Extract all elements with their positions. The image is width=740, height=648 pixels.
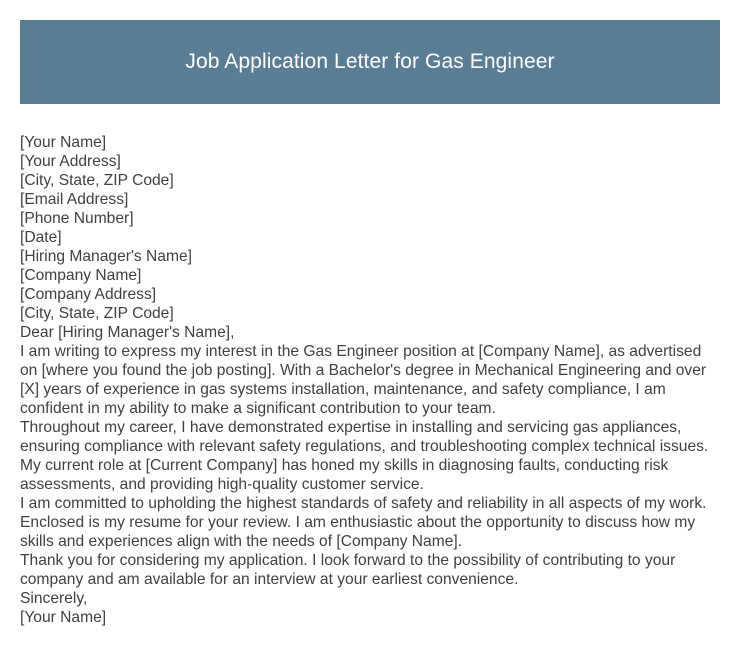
sender-address: [Your Address]: [20, 153, 121, 170]
sender-name: [Your Name]: [20, 134, 107, 151]
recipient-company-address: [Company Address]: [20, 286, 157, 303]
salutation: Dear [Hiring Manager's Name],: [20, 324, 235, 341]
title-banner: [20, 20, 720, 104]
paragraph-closing: Thank you for considering my application. I look forward to the possibility of contributing to your company and am available for an interview at your earliest convenience.: [20, 552, 676, 588]
paragraph-intro: I am writing to express my interest in the Gas Engineer position at [Company Name], as advertised on [where you found the job posting]. With a Bachelor's degree in Mechanical Engineering and over [X] years of experience in gas systems installation, maintenance, and safety compliance, I am confident in my ability to make a significant contribution to your team.: [20, 343, 707, 417]
recipient-city-state-zip: [City, State, ZIP Code]: [20, 305, 174, 322]
sender-city-state-zip: [City, State, ZIP Code]: [20, 172, 174, 189]
recipient-hiring-manager: [Hiring Manager's Name]: [20, 248, 192, 265]
page-title: Job Application Letter for Gas Engineer: [185, 50, 555, 73]
recipient-company-name: [Company Name]: [20, 267, 142, 284]
sender-phone: [Phone Number]: [20, 210, 134, 227]
signature: [Your Name]: [20, 609, 107, 626]
paragraph-experience: Throughout my career, I have demonstrated expertise in installing and servicing gas appliances, ensuring compliance with relevant safety regulations, and troubleshooting complex technical issues. My current role at [Current Company] has honed my skills in diagnosing faults, conducting risk assessments, and providing high-quality customer service.: [20, 419, 709, 493]
letter-date: [Date]: [20, 229, 62, 246]
paragraph-commitment: I am committed to upholding the highest standards of safety and reliability in all aspects of my work. Enclosed is my resume for your review. I am enthusiastic about the opportunity to discuss how my skills and experiences align with the needs of [Company Name].: [20, 495, 707, 550]
letter-body: [20, 133, 720, 627]
sender-email: [Email Address]: [20, 191, 129, 208]
closing: Sincerely,: [20, 590, 88, 607]
